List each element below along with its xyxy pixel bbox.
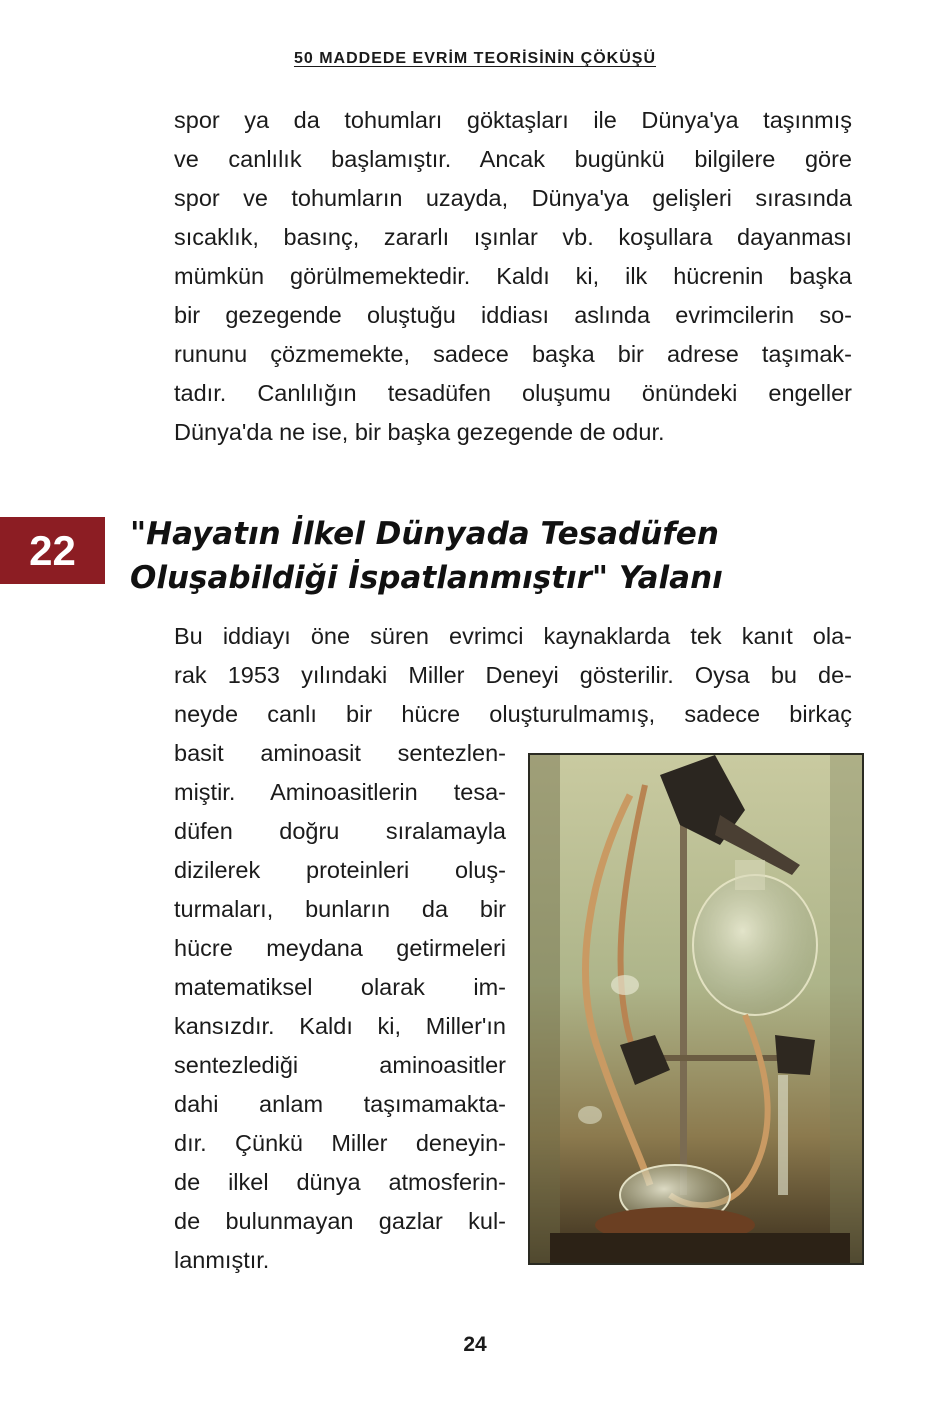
text-line: rak 1953 yılındaki Miller Deneyi gösterilir. Oysa bu de- <box>174 662 852 688</box>
heading-line: Oluşabildiği İspatlanmıştır" Yalanı <box>130 560 723 596</box>
text-line: dizilerek proteinleri oluş- <box>174 857 506 883</box>
text-line: bir gezegende oluştuğu iddiası aslında evrimcilerin so- <box>174 302 852 328</box>
text-line: turmaları, bunların da bir <box>174 896 506 922</box>
section-heading <box>130 512 890 600</box>
section-body-column <box>174 734 506 1280</box>
text-line: spor ya da tohumları göktaşları ile Dünya'ya taşınmış <box>174 107 852 133</box>
miller-apparatus-photo <box>528 753 864 1265</box>
text-line: hücre meydana getirmeleri <box>174 935 506 961</box>
text-line: de ilkel dünya atmosferin- <box>174 1169 506 1195</box>
running-title: 50 MADDEDE EVRİM TEORİSİNİN ÇÖKÜŞÜ <box>293 50 657 67</box>
text-line: sentezlediği aminoasitler <box>174 1052 506 1078</box>
text-line: tadır. Canlılığın tesadüfen oluşumu önündeki engeller <box>174 380 852 406</box>
text-line: basit aminoasit sentezlen- <box>174 740 506 766</box>
text-line: miştir. Aminoasitlerin tesa- <box>174 779 506 805</box>
text-line: dahi anlam taşımamakta- <box>174 1091 506 1117</box>
text-line: kansızdır. Kaldı ki, Miller'ın <box>174 1013 506 1039</box>
text-line: düfen doğru sıralamayla <box>174 818 506 844</box>
text-line: ve canlılık başlamıştır. Ancak bugünkü bilgilere göre <box>174 146 852 172</box>
text-line: de bulunmayan gazlar kul- <box>174 1208 506 1234</box>
section-number-tab: 22 <box>0 517 105 584</box>
text-line: sıcaklık, basınç, zararlı ışınlar vb. koşullara dayanması <box>174 224 852 250</box>
section-body-full-width <box>174 617 852 734</box>
text-line: lanmıştır. <box>174 1247 270 1273</box>
text-line: neyde canlı bir hücre oluşturulmamış, sadece birkaç <box>174 701 852 727</box>
text-line: dır. Çünkü Miller deneyin- <box>174 1130 506 1156</box>
text-line: matematiksel olarak im- <box>174 974 506 1000</box>
text-line: rununu çözmemekte, sadece başka bir adrese taşımak- <box>174 341 852 367</box>
text-line: spor ve tohumların uzayda, Dünya'ya gelişleri sırasında <box>174 185 852 211</box>
page-number: 24 <box>463 1333 487 1356</box>
intro-paragraph <box>174 101 852 452</box>
text-line: Bu iddiayı öne süren evrimci kaynaklarda tek kanıt ola- <box>174 623 852 649</box>
miller-apparatus-illustration <box>530 755 862 1263</box>
text-line: mümkün görülmemektedir. Kaldı ki, ilk hücrenin başka <box>174 263 852 289</box>
text-line: Dünya'da ne ise, bir başka gezegende de odur. <box>174 419 665 445</box>
heading-line: "Hayatın İlkel Dünyada Tesadüfen <box>130 516 719 552</box>
